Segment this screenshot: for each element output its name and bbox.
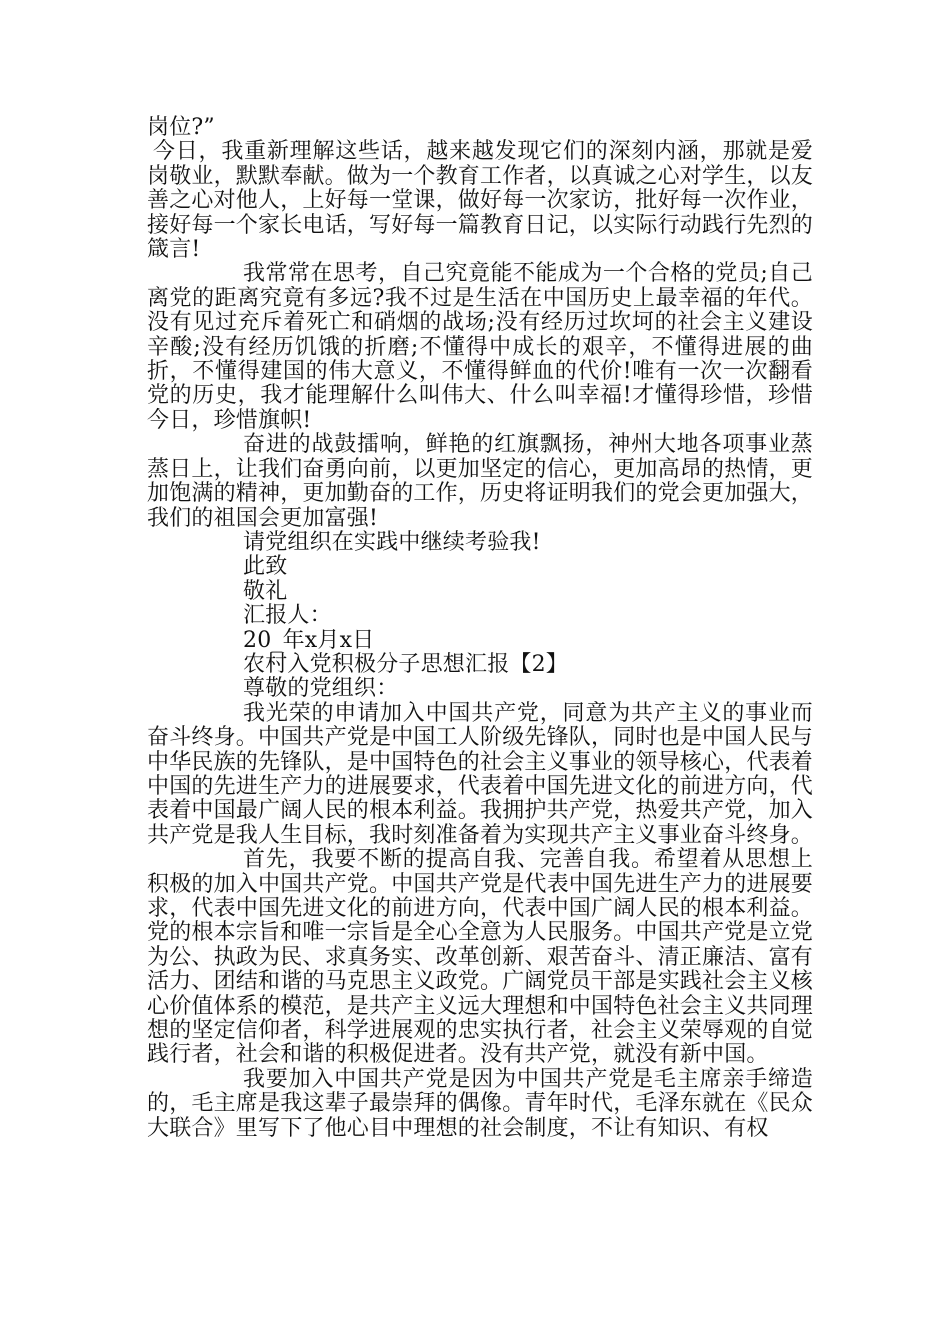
- paragraph-12: 我光荣的申请加入中国共产党，同意为共产主义的事业而奋斗终身。中国共产党是中国工人阶级先锋队，同时也是中国人民与中华民族的先锋队，是中国特色的社会主义事业的领导核心，代表着中国的先进生产力的进展要求，代表着中国先进文化的前进方向，代表着中国最广阔人民的根本利益。我拥护共产党，热爱共产党，加入共产党是我人生目标，我时刻准备着为实现共产主义事业奋斗终身。: [147, 700, 814, 848]
- paragraph-2: 今日，我重新理解这些话，越来越发现它们的深刻内涵，那就是爱岗敬业，默默奉献。做为一个教育工作者，以真诚之心对学生，以友善之心对他人，上好每一堂课，做好每一次家访，批好每一次作业，接好每一个家长电话，写好每一篇教育日记，以实际行动践行先烈的箴言!: [147, 139, 814, 263]
- paragraph-13: 首先，我要不断的提高自我、完善自我。希望着从思想上积极的加入中国共产党。中国共产党是代表中国先进生产力的进展要求，代表中国先进文化的前进方向，代表中国广阔人民的根本利益。党的根本宗旨和唯一宗旨是全心全意为人民服务。中国共产党是立党为公、执政为民、求真务实、改革创新、艰苦奋斗、清正廉洁、富有活力、团结和谐的马克思主义政党。广阔党员干部是实践社会主义核心价值体系的模范，是共产主义远大理想和中国特色社会主义共同理想的坚定信仰者，科学进展观的忠实执行者，社会主义荣辱观的自觉践行者，社会和谐的积极促进者。没有共产党，就没有新中国。: [147, 847, 814, 1068]
- paragraph-4: 奋进的战鼓擂响，鲜艳的红旗飘扬，神州大地各项事业蒸蒸日上，让我们奋勇向前，以更加坚定的信心，更加高昂的热情，更加饱满的精神，更加勤奋的工作，历史将证明我们的党会更加强大，我们的祖国会更加富强!: [147, 432, 814, 531]
- closing-regards: 敬礼: [243, 578, 288, 604]
- paragraph-3: 我常常在思考，自己究竟能不能成为一个合格的党员;自己离党的距离究竟有多远?我不过是生活在中国历史上最幸福的年代。没有见过充斥着死亡和硝烟的战场;没有经历过坎坷的社会主义建设辛酸;没有经历饥饿的折磨;不懂得中成长的艰辛，不懂得进展的曲折，不懂得建国的伟大意义，不懂得鲜血的代价!唯有一次一次翻看党的历史，我才能理解什么叫伟大、什么叫幸福!才懂得珍惜，珍惜今日，珍惜旗帜!: [147, 261, 813, 433]
- paragraph-14: 我要加入中国共产党是因为中国共产党是毛主席亲手缔造的，毛主席是我这辈子最崇拜的偶像。青年时代，毛泽东就在《民众大联合》里写下了他心目中理想的社会制度，不让有知识、有权: [147, 1066, 814, 1141]
- section-title: 农村入党积极分子思想汇报【2】: [243, 651, 568, 677]
- document-body: [147, 116, 813, 1141]
- closing-salutation: 此致: [243, 554, 288, 580]
- reporter-label: 汇报人：: [243, 603, 332, 629]
- report-date: 20_年x月x日: [243, 627, 375, 653]
- greeting: 尊敬的党组织：: [243, 676, 399, 702]
- paragraph-1: 岗位?”: [147, 115, 215, 140]
- paragraph-5: 请党组织在实践中继续考验我!: [243, 529, 541, 555]
